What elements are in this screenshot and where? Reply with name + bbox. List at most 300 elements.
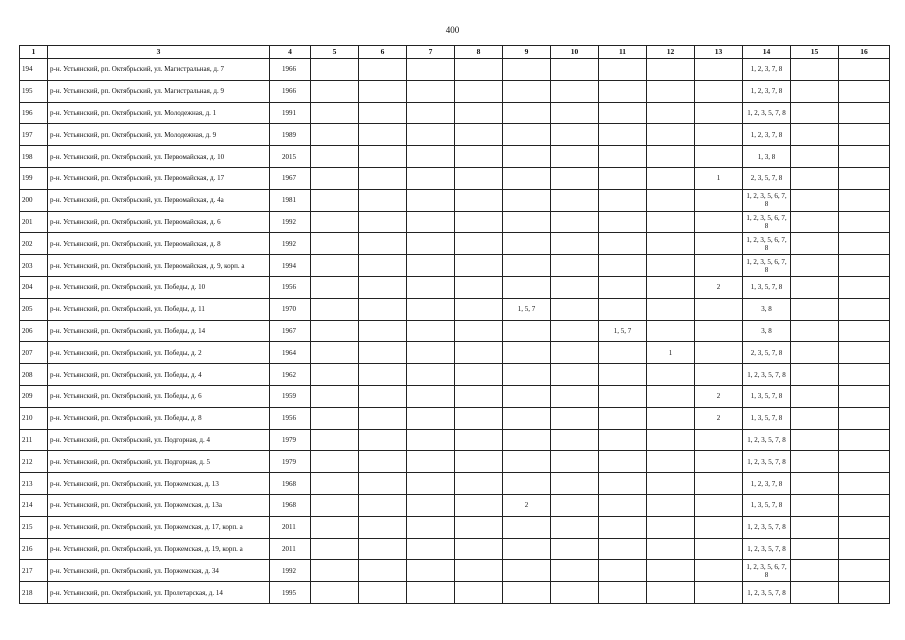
col-7-cell	[407, 276, 455, 298]
col-13-cell	[695, 298, 743, 320]
row-number-cell: 216	[20, 538, 48, 560]
column-header: 15	[791, 46, 839, 59]
header-row	[20, 46, 890, 59]
col-11-cell	[599, 364, 647, 386]
year-cell: 2015	[270, 146, 311, 168]
col-13-cell	[695, 59, 743, 81]
page-number: 400	[445, 25, 460, 35]
col-6-cell	[359, 385, 407, 407]
year-cell: 1968	[270, 494, 311, 516]
col-6-cell	[359, 407, 407, 429]
col-12-cell	[647, 494, 695, 516]
col-11-cell	[599, 80, 647, 102]
col-7-cell	[407, 233, 455, 255]
col-9-cell	[503, 167, 551, 189]
col-15-cell	[791, 364, 839, 386]
col-12-cell	[647, 451, 695, 473]
col-5-cell	[311, 255, 359, 277]
col-14-cell: 1, 2, 3, 7, 8	[743, 80, 791, 102]
row-number-cell: 201	[20, 211, 48, 233]
col-14-cell: 1, 2, 3, 5, 6, 7, 8	[743, 233, 791, 255]
address-cell: р-н. Устьянский, рп. Октябрьский, ул. Победы, д. 14	[48, 320, 270, 342]
year-cell: 1992	[270, 233, 311, 255]
col-7-cell	[407, 211, 455, 233]
column-header: 14	[743, 46, 791, 59]
column-header: 10	[551, 46, 599, 59]
col-15-cell	[791, 80, 839, 102]
col-9-cell	[503, 451, 551, 473]
col-9-cell	[503, 255, 551, 277]
col-8-cell	[455, 494, 503, 516]
col-8-cell	[455, 255, 503, 277]
year-cell: 1970	[270, 298, 311, 320]
col-11-cell	[599, 59, 647, 81]
col-8-cell	[455, 560, 503, 582]
col-9-cell	[503, 582, 551, 604]
col-5-cell	[311, 233, 359, 255]
col-12-cell	[647, 516, 695, 538]
col-12-cell	[647, 385, 695, 407]
col-5-cell	[311, 342, 359, 364]
address-cell: р-н. Устьянский, рп. Октябрьский, ул. Молодежная, д. 1	[48, 102, 270, 124]
col-5-cell	[311, 320, 359, 342]
col-8-cell	[455, 538, 503, 560]
col-15-cell	[791, 429, 839, 451]
col-13-cell	[695, 211, 743, 233]
col-11-cell	[599, 255, 647, 277]
col-6-cell	[359, 80, 407, 102]
col-14-cell: 1, 2, 3, 5, 6, 7, 8	[743, 560, 791, 582]
col-13-cell	[695, 538, 743, 560]
col-5-cell	[311, 582, 359, 604]
col-5-cell	[311, 429, 359, 451]
table-row	[20, 146, 890, 168]
col-10-cell	[551, 473, 599, 495]
row-number-cell: 215	[20, 516, 48, 538]
year-cell: 1967	[270, 320, 311, 342]
table-row	[20, 494, 890, 516]
col-11-cell	[599, 473, 647, 495]
year-cell: 1956	[270, 407, 311, 429]
col-16-cell	[839, 385, 890, 407]
col-12-cell	[647, 298, 695, 320]
column-header: 11	[599, 46, 647, 59]
col-5-cell	[311, 102, 359, 124]
col-12-cell	[647, 276, 695, 298]
col-13-cell: 2	[695, 385, 743, 407]
col-15-cell	[791, 320, 839, 342]
year-cell: 1959	[270, 385, 311, 407]
col-10-cell	[551, 516, 599, 538]
col-11-cell	[599, 298, 647, 320]
address-cell: р-н. Устьянский, рп. Октябрьский, ул. Поржемская, д. 13	[48, 473, 270, 495]
col-13-cell: 2	[695, 407, 743, 429]
col-10-cell	[551, 146, 599, 168]
col-7-cell	[407, 102, 455, 124]
col-14-cell: 1, 2, 3, 7, 8	[743, 59, 791, 81]
col-5-cell	[311, 124, 359, 146]
col-12-cell	[647, 59, 695, 81]
col-9-cell	[503, 473, 551, 495]
year-cell: 1966	[270, 59, 311, 81]
col-12-cell	[647, 538, 695, 560]
table-row	[20, 233, 890, 255]
col-16-cell	[839, 276, 890, 298]
col-15-cell	[791, 298, 839, 320]
col-15-cell	[791, 276, 839, 298]
col-13-cell	[695, 451, 743, 473]
col-14-cell: 1, 2, 3, 5, 7, 8	[743, 538, 791, 560]
col-8-cell	[455, 167, 503, 189]
year-cell: 1995	[270, 582, 311, 604]
col-14-cell: 1, 2, 3, 5, 6, 7, 8	[743, 255, 791, 277]
column-header: 9	[503, 46, 551, 59]
row-number-cell: 200	[20, 189, 48, 211]
row-number-cell: 212	[20, 451, 48, 473]
col-14-cell: 1, 2, 3, 5, 7, 8	[743, 102, 791, 124]
col-13-cell	[695, 473, 743, 495]
col-9-cell	[503, 189, 551, 211]
address-cell: р-н. Устьянский, рп. Октябрьский, ул. Победы, д. 11	[48, 298, 270, 320]
table-row	[20, 560, 890, 582]
row-number-cell: 213	[20, 473, 48, 495]
col-9-cell	[503, 407, 551, 429]
col-7-cell	[407, 255, 455, 277]
col-14-cell: 1, 2, 3, 5, 6, 7, 8	[743, 211, 791, 233]
col-7-cell	[407, 167, 455, 189]
housing-table	[19, 45, 890, 604]
col-11-cell	[599, 494, 647, 516]
col-16-cell	[839, 516, 890, 538]
col-5-cell	[311, 364, 359, 386]
col-16-cell	[839, 124, 890, 146]
col-15-cell	[791, 167, 839, 189]
col-9-cell	[503, 364, 551, 386]
col-15-cell	[791, 342, 839, 364]
col-8-cell	[455, 59, 503, 81]
row-number-cell: 196	[20, 102, 48, 124]
col-13-cell	[695, 364, 743, 386]
table-row	[20, 255, 890, 277]
col-15-cell	[791, 560, 839, 582]
col-10-cell	[551, 189, 599, 211]
col-10-cell	[551, 255, 599, 277]
col-10-cell	[551, 364, 599, 386]
col-8-cell	[455, 342, 503, 364]
col-9-cell	[503, 124, 551, 146]
col-10-cell	[551, 407, 599, 429]
col-9-cell: 2	[503, 494, 551, 516]
col-8-cell	[455, 124, 503, 146]
col-7-cell	[407, 385, 455, 407]
col-10-cell	[551, 320, 599, 342]
year-cell: 2011	[270, 516, 311, 538]
address-cell: р-н. Устьянский, рп. Октябрьский, ул. Первомайская, д. 6	[48, 211, 270, 233]
col-16-cell	[839, 407, 890, 429]
address-cell: р-н. Устьянский, рп. Октябрьский, ул. Победы, д. 8	[48, 407, 270, 429]
col-6-cell	[359, 298, 407, 320]
col-8-cell	[455, 473, 503, 495]
col-14-cell: 3, 8	[743, 320, 791, 342]
table-row	[20, 582, 890, 604]
col-9-cell	[503, 560, 551, 582]
col-12-cell	[647, 320, 695, 342]
address-cell: р-н. Устьянский, рп. Октябрьский, ул. Победы, д. 6	[48, 385, 270, 407]
row-number-cell: 199	[20, 167, 48, 189]
col-10-cell	[551, 124, 599, 146]
col-11-cell	[599, 276, 647, 298]
col-6-cell	[359, 211, 407, 233]
col-10-cell	[551, 59, 599, 81]
column-header: 7	[407, 46, 455, 59]
col-13-cell	[695, 189, 743, 211]
col-14-cell: 1, 2, 3, 5, 7, 8	[743, 364, 791, 386]
col-12-cell	[647, 582, 695, 604]
col-12-cell	[647, 167, 695, 189]
address-cell: р-н. Устьянский, рп. Октябрьский, ул. Поржемская, д. 34	[48, 560, 270, 582]
col-5-cell	[311, 451, 359, 473]
col-13-cell	[695, 516, 743, 538]
col-7-cell	[407, 560, 455, 582]
year-cell: 1956	[270, 276, 311, 298]
col-10-cell	[551, 494, 599, 516]
table-row	[20, 276, 890, 298]
column-header: 1	[20, 46, 48, 59]
col-6-cell	[359, 494, 407, 516]
col-14-cell: 1, 2, 3, 5, 7, 8	[743, 429, 791, 451]
address-cell: р-н. Устьянский, рп. Октябрьский, ул. Первомайская, д. 10	[48, 146, 270, 168]
col-6-cell	[359, 255, 407, 277]
col-13-cell	[695, 124, 743, 146]
year-cell: 1989	[270, 124, 311, 146]
col-15-cell	[791, 582, 839, 604]
year-cell: 1979	[270, 451, 311, 473]
col-6-cell	[359, 233, 407, 255]
col-14-cell: 1, 2, 3, 5, 7, 8	[743, 582, 791, 604]
col-13-cell	[695, 494, 743, 516]
col-5-cell	[311, 473, 359, 495]
column-header: 12	[647, 46, 695, 59]
col-9-cell: 1, 5, 7	[503, 298, 551, 320]
col-14-cell: 1, 2, 3, 5, 7, 8	[743, 451, 791, 473]
table-row	[20, 80, 890, 102]
col-8-cell	[455, 189, 503, 211]
col-14-cell: 1, 3, 5, 7, 8	[743, 407, 791, 429]
col-15-cell	[791, 451, 839, 473]
col-9-cell	[503, 342, 551, 364]
col-14-cell: 1, 3, 5, 7, 8	[743, 385, 791, 407]
table-row	[20, 167, 890, 189]
col-13-cell	[695, 233, 743, 255]
col-7-cell	[407, 320, 455, 342]
address-cell: р-н. Устьянский, рп. Октябрьский, ул. Первомайская, д. 8	[48, 233, 270, 255]
col-5-cell	[311, 211, 359, 233]
table-row	[20, 59, 890, 81]
col-15-cell	[791, 473, 839, 495]
col-7-cell	[407, 429, 455, 451]
address-cell: р-н. Устьянский, рп. Октябрьский, ул. Поржемская, д. 13а	[48, 494, 270, 516]
table-row	[20, 451, 890, 473]
col-11-cell	[599, 167, 647, 189]
year-cell: 1992	[270, 560, 311, 582]
col-6-cell	[359, 167, 407, 189]
col-6-cell	[359, 473, 407, 495]
col-5-cell	[311, 516, 359, 538]
col-10-cell	[551, 560, 599, 582]
col-6-cell	[359, 59, 407, 81]
col-15-cell	[791, 255, 839, 277]
col-15-cell	[791, 385, 839, 407]
row-number-cell: 210	[20, 407, 48, 429]
col-7-cell	[407, 516, 455, 538]
col-9-cell	[503, 102, 551, 124]
col-5-cell	[311, 538, 359, 560]
col-10-cell	[551, 102, 599, 124]
row-number-cell: 202	[20, 233, 48, 255]
col-16-cell	[839, 102, 890, 124]
col-7-cell	[407, 342, 455, 364]
table-row	[20, 211, 890, 233]
col-8-cell	[455, 516, 503, 538]
col-5-cell	[311, 560, 359, 582]
col-14-cell: 1, 2, 3, 7, 8	[743, 473, 791, 495]
row-number-cell: 209	[20, 385, 48, 407]
col-7-cell	[407, 494, 455, 516]
address-cell: р-н. Устьянский, рп. Октябрьский, ул. Подгорная, д. 5	[48, 451, 270, 473]
col-15-cell	[791, 407, 839, 429]
col-14-cell: 3, 8	[743, 298, 791, 320]
col-5-cell	[311, 407, 359, 429]
col-6-cell	[359, 516, 407, 538]
col-16-cell	[839, 320, 890, 342]
address-cell: р-н. Устьянский, рп. Октябрьский, ул. Молодежная, д. 9	[48, 124, 270, 146]
address-cell: р-н. Устьянский, рп. Октябрьский, ул. Поржемская, д. 19, корп. а	[48, 538, 270, 560]
col-7-cell	[407, 80, 455, 102]
column-header: 16	[839, 46, 890, 59]
col-9-cell	[503, 429, 551, 451]
table-row	[20, 364, 890, 386]
col-14-cell: 2, 3, 5, 7, 8	[743, 167, 791, 189]
table-row	[20, 473, 890, 495]
address-cell: р-н. Устьянский, рп. Октябрьский, ул. Победы, д. 10	[48, 276, 270, 298]
col-12-cell	[647, 211, 695, 233]
col-13-cell: 2	[695, 276, 743, 298]
col-13-cell	[695, 320, 743, 342]
row-number-cell: 198	[20, 146, 48, 168]
col-14-cell: 1, 2, 3, 5, 7, 8	[743, 516, 791, 538]
year-cell: 2011	[270, 538, 311, 560]
col-6-cell	[359, 560, 407, 582]
col-14-cell: 1, 2, 3, 7, 8	[743, 124, 791, 146]
col-9-cell	[503, 233, 551, 255]
col-7-cell	[407, 407, 455, 429]
col-11-cell	[599, 429, 647, 451]
col-9-cell	[503, 276, 551, 298]
col-6-cell	[359, 124, 407, 146]
col-8-cell	[455, 407, 503, 429]
col-15-cell	[791, 124, 839, 146]
table-row	[20, 385, 890, 407]
row-number-cell: 206	[20, 320, 48, 342]
col-8-cell	[455, 276, 503, 298]
col-11-cell	[599, 189, 647, 211]
col-6-cell	[359, 102, 407, 124]
col-6-cell	[359, 364, 407, 386]
column-header: 6	[359, 46, 407, 59]
col-13-cell: 1	[695, 167, 743, 189]
row-number-cell: 211	[20, 429, 48, 451]
column-header: 4	[270, 46, 311, 59]
col-12-cell	[647, 473, 695, 495]
col-16-cell	[839, 167, 890, 189]
col-11-cell	[599, 560, 647, 582]
col-15-cell	[791, 146, 839, 168]
col-8-cell	[455, 385, 503, 407]
col-13-cell	[695, 80, 743, 102]
col-14-cell: 1, 2, 3, 5, 6, 7, 8	[743, 189, 791, 211]
col-7-cell	[407, 582, 455, 604]
col-7-cell	[407, 59, 455, 81]
row-number-cell: 207	[20, 342, 48, 364]
col-6-cell	[359, 451, 407, 473]
column-header: 5	[311, 46, 359, 59]
col-5-cell	[311, 298, 359, 320]
col-16-cell	[839, 473, 890, 495]
table-row	[20, 320, 890, 342]
col-16-cell	[839, 80, 890, 102]
col-7-cell	[407, 298, 455, 320]
col-7-cell	[407, 451, 455, 473]
address-cell: р-н. Устьянский, рп. Октябрьский, ул. Пролетарская, д. 14	[48, 582, 270, 604]
col-10-cell	[551, 385, 599, 407]
col-12-cell	[647, 255, 695, 277]
col-6-cell	[359, 146, 407, 168]
col-13-cell	[695, 255, 743, 277]
col-8-cell	[455, 146, 503, 168]
row-number-cell: 197	[20, 124, 48, 146]
table-row	[20, 102, 890, 124]
col-10-cell	[551, 80, 599, 102]
col-15-cell	[791, 102, 839, 124]
col-15-cell	[791, 538, 839, 560]
col-7-cell	[407, 364, 455, 386]
table-row	[20, 516, 890, 538]
col-12-cell	[647, 124, 695, 146]
year-cell: 1964	[270, 342, 311, 364]
col-11-cell	[599, 211, 647, 233]
col-10-cell	[551, 429, 599, 451]
col-12-cell	[647, 233, 695, 255]
col-12-cell	[647, 80, 695, 102]
year-cell: 1962	[270, 364, 311, 386]
col-8-cell	[455, 211, 503, 233]
col-11-cell	[599, 124, 647, 146]
col-10-cell	[551, 167, 599, 189]
col-16-cell	[839, 255, 890, 277]
col-9-cell	[503, 59, 551, 81]
column-header: 3	[48, 46, 270, 59]
col-16-cell	[839, 560, 890, 582]
col-11-cell	[599, 385, 647, 407]
col-10-cell	[551, 342, 599, 364]
table-row	[20, 429, 890, 451]
col-15-cell	[791, 494, 839, 516]
col-16-cell	[839, 298, 890, 320]
table-row	[20, 342, 890, 364]
row-number-cell: 194	[20, 59, 48, 81]
col-15-cell	[791, 233, 839, 255]
col-16-cell	[839, 146, 890, 168]
